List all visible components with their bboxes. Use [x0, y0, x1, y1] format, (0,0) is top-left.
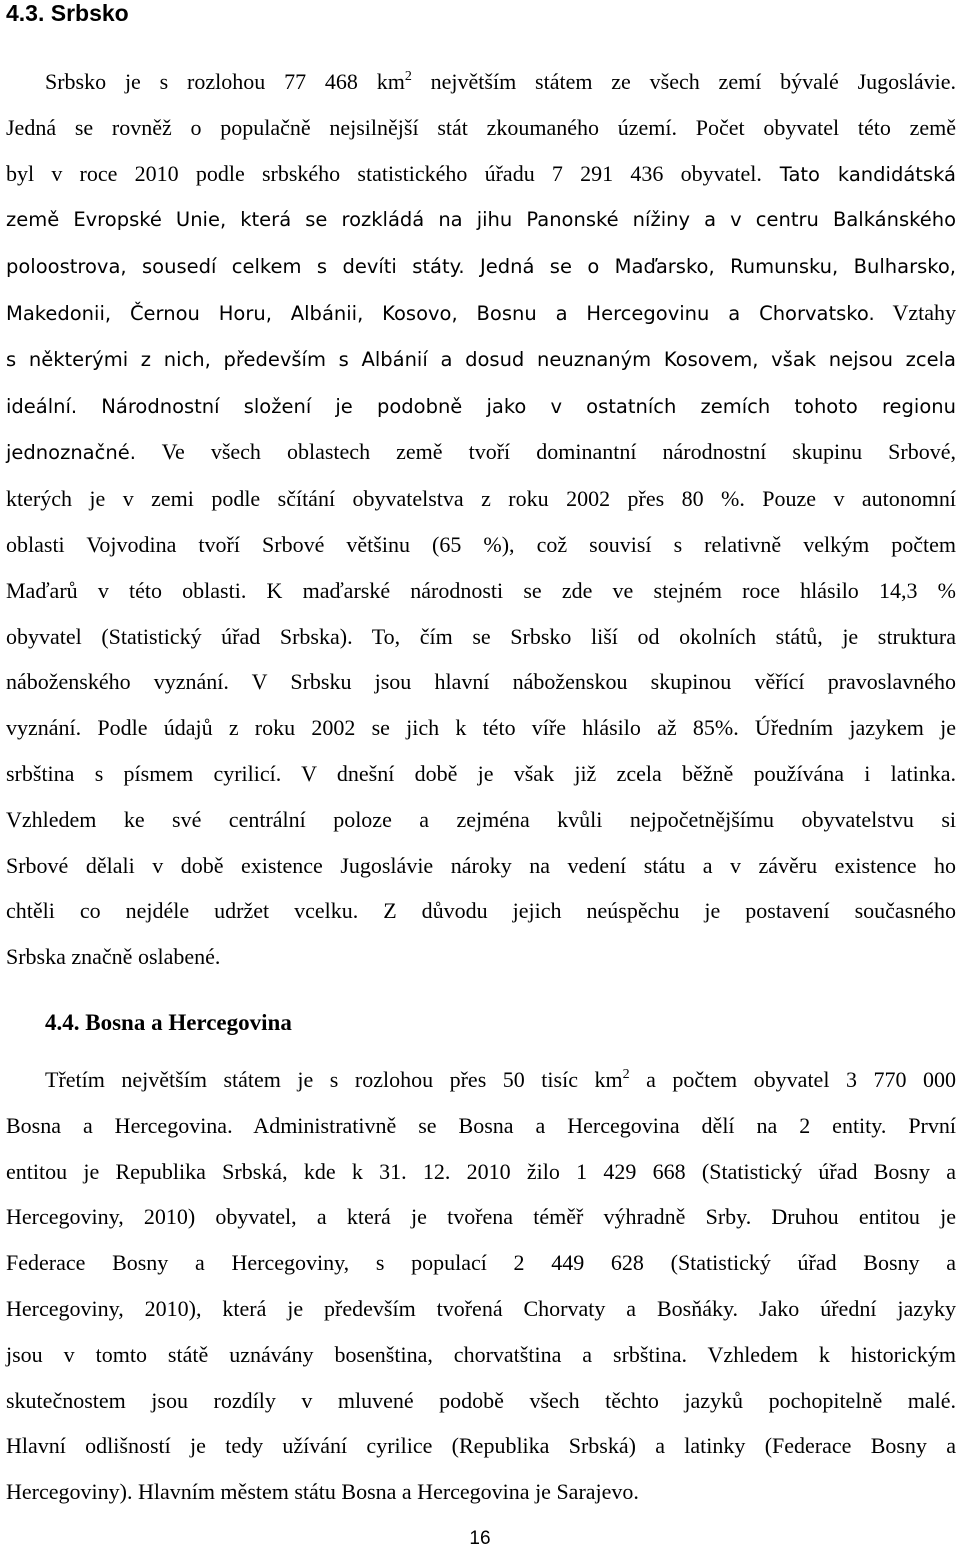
section-heading-bosna-a-hercegovina: 4.4. Bosna a Hercegovina: [45, 1010, 292, 1035]
text-line: kterých je v zemi podle sčítání obyvatelstva z roku 2002 přes 80 %. Pouze v autonomní: [6, 486, 956, 512]
text-line: Srbska značně oslabené.: [6, 944, 221, 970]
text-line: [6, 1057, 956, 1103]
text-span: poloostrova, sousedí celkem s devíti státy.: [6, 255, 465, 279]
text-span: Jedná se o Maďarsko, Rumunsku, Bulharsko,: [464, 255, 956, 279]
text-line: Hercegoviny, 2010) obyvatel, a která je tvořena téměř výhradně Srby. Druhou entitou je: [6, 1204, 956, 1230]
text-span: Vztahy: [874, 299, 956, 325]
text-line: srbština s písmem cyrilicí. V dnešní době je však již zcela běžně používána i latinka.: [6, 760, 956, 786]
text-span: Národnostní složení je podobně jako v ostatních zemích tohoto regionu: [77, 394, 956, 418]
text-line: [6, 243, 956, 290]
text-line: [6, 151, 956, 198]
text-line: Hercegoviny). Hlavním městem státu Bosna a Hercegovina je Sarajevo.: [6, 1479, 639, 1505]
text-span: Srbsko je s rozlohou 77 468 km: [45, 69, 405, 94]
text-line: Bosna a Hercegovina. Administrativně se Bosna a Hercegovina dělí na 2 entity. První: [6, 1112, 956, 1138]
text-line: [6, 59, 956, 105]
text-span: Makedonii, Černou Horu, Albánii, Kosovo, Bosnu a Hercegovinu a Chorvatsko.: [6, 301, 875, 325]
text-line: [6, 290, 956, 337]
text-span: největším státem ze všech zemí bývalé Jugoslávie.: [411, 69, 956, 94]
text-line: Srbové dělali v době existence Jugoslávie nároky na vedení státu a v závěru existence ho: [6, 852, 956, 878]
text-line: entitou je Republika Srbská, kde k 31. 12. 2010 žilo 1 429 668 (Statistický úřad Bosny a: [6, 1158, 956, 1184]
text-span: Třetím největším státem je s rozlohou přes 50 tisíc km: [45, 1067, 623, 1092]
text-line: [6, 383, 956, 430]
text-span: a počtem obyvatel 3 770 000: [629, 1067, 956, 1092]
section-heading-srbsko: 4.3. Srbsko: [6, 0, 129, 26]
text-line: obyvatel (Statistický úřad Srbska). To, čím se Srbsko liší od okolních států, je struktura: [6, 623, 956, 649]
page-number: 16: [469, 1528, 491, 1549]
text-span: Ve všech oblastech země tvoří dominantní národnostní skupinu Srbové,: [135, 439, 956, 465]
text-span: Tato kandidátská: [761, 162, 956, 186]
text-line: Hercegoviny, 2010), která je především tvořená Chorvaty a Bosňáky. Jako úřední jazyky: [6, 1295, 956, 1321]
text-line: s některými z nich, především s Albánií a dosud neuznaným Kosovem, však nejsou zcela: [6, 347, 956, 371]
superscript: 2: [404, 69, 412, 84]
paragraph-srbsko: [6, 59, 956, 980]
text-line: oblasti Vojvodina tvoří Srbové většinu (65 %), což souvisí s relativně velkým počtem: [6, 531, 956, 557]
text-line: země Evropské Unie, která se rozkládá na jihu Panonské nížiny a v centru Balkánského: [6, 208, 956, 232]
text-line: jsou v tomto státě uznávány bosenština, chorvatština a srbština. Vzhledem k historickým: [6, 1341, 956, 1367]
text-span: byl v roce 2010 podle srbského statistického úřadu 7 291 436 obyvatel.: [6, 160, 762, 186]
text-line: skutečnostem jsou rozdíly v mluvené podobě všech těchto jazyků pochopitelně malé.: [6, 1387, 956, 1413]
text-line: Federace Bosny a Hercegoviny, s populací 2 449 628 (Statistický úřad Bosny a: [6, 1250, 956, 1276]
text-line: [6, 429, 956, 476]
text-line: Jedná se rovněž o populačně nejsilnější stát zkoumaného území. Počet obyvatel této země: [6, 114, 956, 140]
superscript: 2: [622, 1067, 630, 1082]
text-span: ideální.: [6, 394, 78, 418]
paragraph-bosna-a-hercegovina: [6, 1057, 956, 1515]
text-line: Maďarů v této oblasti. K maďarské národnosti se zde ve stejném roce hlásilo 14,3 %: [6, 577, 956, 603]
text-line: vyznání. Podle údajů z roku 2002 se jich k této víře hlásilo až 85%. Úředním jazykem je: [6, 715, 956, 741]
text-line: chtěli co nejdéle udržet vcelku. Z důvodu jejich neúspěchu je postavení současného: [6, 898, 956, 924]
text-span: jednoznačné.: [6, 441, 136, 465]
text-line: Hlavní odlišností je tedy užívání cyrilice (Republika Srbská) a latinky (Federace Bosny a: [6, 1433, 956, 1459]
text-line: náboženského vyznání. V Srbsku jsou hlavní náboženskou skupinou věřící pravoslavného: [6, 669, 956, 695]
text-line: Vzhledem ke své centrální poloze a zejména kvůli nejpočetnějšímu obyvatelstvu si: [6, 806, 956, 832]
